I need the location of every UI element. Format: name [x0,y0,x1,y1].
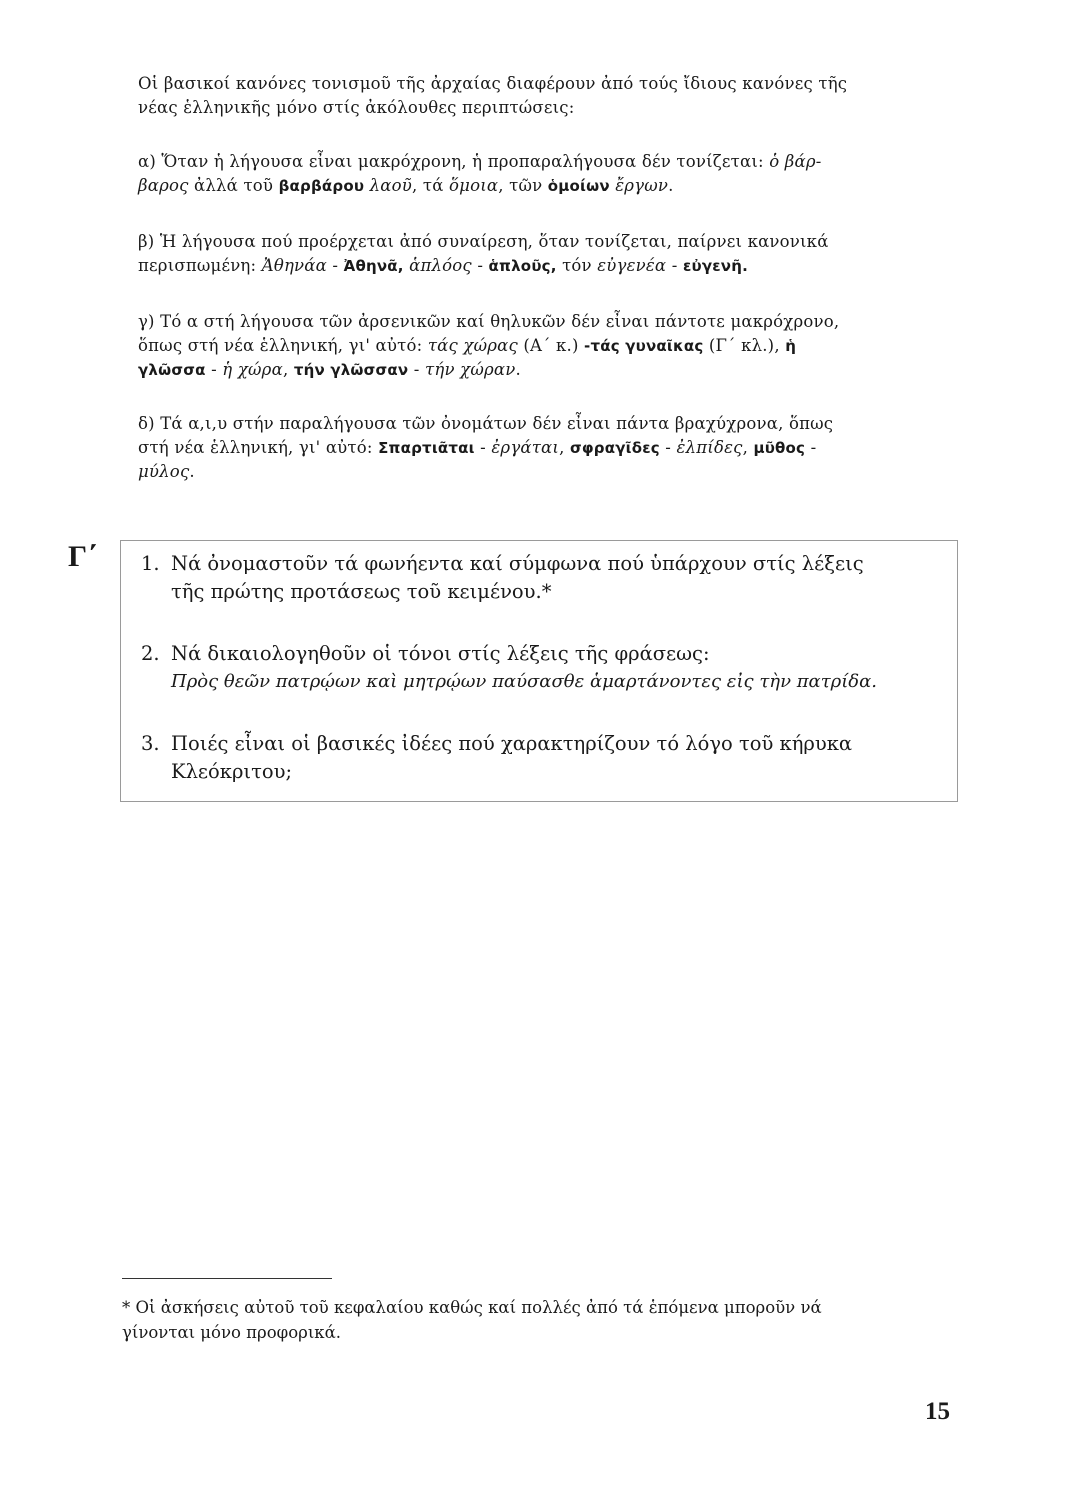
page-number: 15 [925,1398,950,1425]
rule-d-example: μύλος [138,462,190,481]
exercise-number: 3. [141,732,160,755]
exercise-text: Ποιές εἶναι οἱ βασικές ἰδέες πού χαρακτηρίζουν τό λόγο τοῦ κήρυκα [171,732,853,755]
rule-c-text: (Γ΄ κλ.), [703,336,786,355]
rule-a-bold-word: ὁμοίων [547,177,610,195]
exercise-2-line-1 [141,640,951,668]
rule-c-line-2 [138,334,948,358]
section-letter: Γ΄ [68,540,98,573]
rule-b [138,230,948,278]
rule-a-text: , τῶν [498,176,548,195]
rule-b-example: εὐγενέα [597,256,667,275]
rule-d-bold-word: σφραγῖδες [569,439,660,457]
rule-d-text: , [742,438,754,457]
rule-b-example: Ἀθηνάα [261,256,327,275]
rule-a-line-1 [138,150,948,174]
footnote [122,1295,962,1345]
rule-d-bold-word: μῦθος [753,439,806,457]
rule-d-text: - [659,438,677,457]
rule-d-line-1: δ) Τά α,ι,υ στήν παραλήγουσα τῶν ὀνομάτων δέν εἶναι πάντα βραχύχρονα, ὅπως [138,414,834,433]
exercise-number: 1. [141,552,160,575]
rule-a-text: , τά [412,176,450,195]
footnote-divider [122,1278,332,1279]
exercise-2 [141,640,951,696]
rule-a [138,150,948,198]
footnote-line-1: * Οἱ ἀσκήσεις αὐτοῦ τοῦ κεφαλαίου καθώς καί πολλές ἀπό τά ἑπόμενα μποροῦν νά [122,1298,822,1317]
rule-b-text: - [471,256,489,275]
footnote-line-2: γίνονται μόνο προφορικά. [122,1323,342,1342]
rule-c-example: τάς χώρας [427,336,518,355]
rule-b-text: περισπωμένη: [138,256,262,275]
rule-c-text: (Α΄ κ.) [517,336,585,355]
rule-c-bold-word: ἡ [785,337,797,355]
rule-d-line-2 [138,436,948,460]
rule-c [138,310,948,382]
exercise-3 [141,730,951,786]
rule-d-example: ἐργάται [491,438,560,457]
rule-c-text: . [515,360,521,379]
exercise-number: 2. [141,642,160,665]
rule-d-example: ἐλπίδες [676,438,743,457]
exercise-1-line-2: τῆς πρώτης προτάσεως τοῦ κειμένου.* [171,580,552,603]
exercise-3-line-1 [141,730,951,758]
rule-b-text: - [326,256,344,275]
rule-c-text: , [282,360,294,379]
rule-c-bold-word: τήν γλῶσσαν [293,361,409,379]
rule-a-example: ὁ βάρ- [769,152,822,171]
exercise-1-line-1 [141,550,951,578]
rule-b-line-1: β) Ἡ λήγουσα πού προέρχεται ἀπό συναίρεση, ὅταν τονίζεται, παίρνει κανονικά [138,232,829,251]
rule-b-bold-word: ἁπλοῦς, [488,257,557,275]
exercise-text: Νά ὀνομαστοῦν τά φωνήεντα καί σύμφωνα πού ὑπάρχουν στίς λέξεις [171,552,864,575]
rule-c-text: - [205,360,223,379]
exercise-3-line-2: Κλεόκριτου; [171,760,293,783]
intro-paragraph [138,72,948,120]
rule-d [138,412,948,484]
rule-d-text: - [474,438,492,457]
rule-c-example: τήν χώραν [425,360,516,379]
rule-d-text: . [189,462,195,481]
rule-b-bold-word: εὐγενῆ. [682,257,748,275]
rule-d-text: , [559,438,570,457]
rule-a-example: λαοῦ [364,176,413,195]
rule-a-example: ὅμοια [449,176,499,195]
exercise-2-line-2: Πρὸς θεῶν πατρῴων καὶ μητρῴων παύσασθε ἁμαρτάνοντες εἰς τὴν πατρίδα. [171,671,878,692]
rule-c-text: ὅπως στή νέα ἑλληνική, γι' αὐτό: [138,336,428,355]
rule-b-bold-word: Ἀθηνᾶ, [343,257,404,275]
rule-c-bold-word: -τάς γυναῖκας [584,337,704,355]
rule-d-line-3 [138,460,948,484]
rule-c-line-3 [138,358,948,382]
rule-b-line-2 [138,254,948,278]
rule-b-text: - [666,256,683,275]
rule-a-example: βαρος [138,176,189,195]
rule-b-text: τόν [556,256,598,275]
intro-line-1: Οἱ βασικοί κανόνες τονισμοῦ τῆς ἀρχαίας διαφέρουν ἀπό τούς ἴδιους κανόνες τῆς [138,74,848,93]
exercise-1 [141,550,951,606]
rule-d-text: - [805,438,817,457]
exercise-text: Νά δικαιολογηθοῦν οἱ τόνοι στίς λέξεις τῆς φράσεως: [171,642,710,665]
rule-c-example: ἡ χώρα [222,360,283,379]
rule-a-text: ἀλλά τοῦ [188,176,279,195]
rule-c-line-1: γ) Τό α στή λήγουσα τῶν ἀρσενικῶν καί θηλυκῶν δέν εἶναι πάντοτε μακρόχρονο, [138,312,840,331]
rule-c-bold-word: γλῶσσα [138,361,206,379]
rule-a-text: . [668,176,674,195]
rule-d-bold-word: Σπαρτιᾶται [378,439,475,457]
rule-b-example: ἁπλόος [403,256,472,275]
intro-line-2: νέας ἑλληνικῆς μόνο στίς ἀκόλουθες περιπτώσεις: [138,98,575,117]
rule-a-bold-word: βαρβάρου [278,177,365,195]
rule-a-example: ἔργων [609,176,669,195]
rule-a-line-2 [138,174,948,198]
rule-c-text: - [408,360,426,379]
rule-a-text: α) Ὅταν ἡ λήγουσα εἶναι μακρόχρονη, ἡ προπαραλήγουσα δέν τονίζεται: [138,152,770,171]
rule-d-text: στή νέα ἑλληνική, γι' αὐτό: [138,438,379,457]
